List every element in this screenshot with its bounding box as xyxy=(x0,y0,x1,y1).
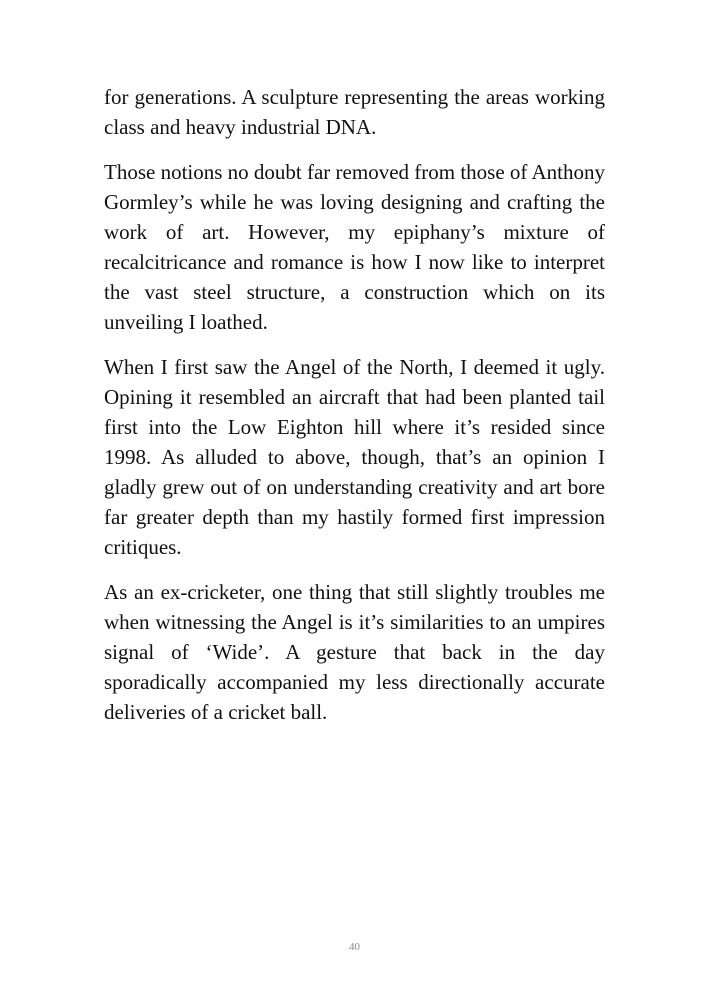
paragraph-2: Those notions no doubt far removed from those of Anthony Gormley’s while he was loving designing and crafting the work of art. However, my epiphany’s mixture of recalcitricance and romance is how I now like to interpret the vast steel structure, a construction which on its unveiling I loathed. xyxy=(104,160,606,334)
paragraph-4: As an ex-cricketer, one thing that still slightly troubles me when witnessing the Angel is it’s similarities to an umpires signal of ‘Wide’. A gesture that back in the day sporadically accompanied my less directionally accurate deliveries of a cricket ball. xyxy=(104,580,605,724)
page-number: 40 xyxy=(349,941,360,953)
body-text xyxy=(104,82,605,742)
paragraph-1: for generations. A sculpture representing the areas working class and heavy industrial DNA. xyxy=(104,85,605,139)
paragraph-3: When I first saw the Angel of the North, I deemed it ugly. Opining it resembled an aircraft that had been planted tail first into the Low Eighton hill where it’s resided since 1998. As alluded to above, though, that’s an opinion I gladly grew out of on understanding creativity and art bore far greater depth than my hastily formed first impression critiques. xyxy=(104,355,605,559)
